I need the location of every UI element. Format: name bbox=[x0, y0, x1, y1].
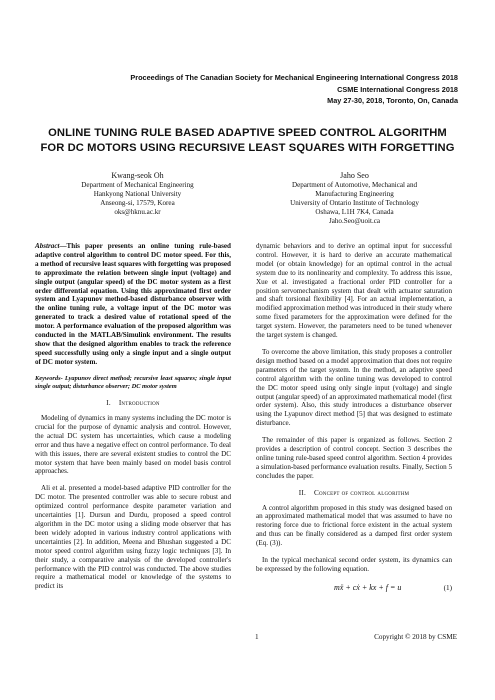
equation-1 bbox=[256, 582, 452, 598]
equation-number: (1) bbox=[443, 583, 452, 592]
page-number: 1 bbox=[255, 633, 259, 641]
left-column bbox=[35, 242, 231, 599]
paragraph: The remainder of this paper is organized as follows. Section 2 provides a description of control concept. Section 3 describes the online tuning rule-based speed control algorithm. Section 4 provides a simulation-based performance evaluation results. Finally, Section 5 concludes the paper. bbox=[256, 436, 452, 480]
author-name: Kwang-seok Oh bbox=[111, 171, 164, 180]
title-line-2: FOR DC MOTORS USING RECURSIVE LEAST SQUARES WITH FORGETTING bbox=[40, 141, 455, 154]
author-email: oks@hknu.ac.kr bbox=[114, 207, 161, 216]
author-address: Oshawa, L1H 7K4, Canada bbox=[315, 207, 394, 216]
section-heading-concept bbox=[256, 489, 452, 498]
paragraph: A control algorithm proposed in this study was designed based on an approximated mathematical model that was assumed to have no restoring force due to frictional force existent in the actual system and thus can be finally considered as a damped first order system (Eq. (3)). bbox=[256, 503, 452, 548]
abstract-text: —This paper presents an online tuning rule-based adaptive control algorithm to control DC motor speed. For this, a method of recursive least squares with forgetting was proposed to approximate the relation between single input (voltage) and single output (angular speed) of the DC motor system as a first order differential equation. Using this approximated first order system and Lyapunov method-based disturbance observer with the online tuning rule, a voltage input of the DC motor was generated to track a desired value of rotational speed of the motor. A performance evaluation of the proposed algorithm was conducted in the MATLAB/Simulink environment. The results show that the designed algorithm enables to track the reference speed successfully using only a single input and a single output of DC motor system. bbox=[35, 242, 231, 366]
author-block-1 bbox=[50, 170, 225, 217]
copyright-notice: Copyright © 2018 by CSME bbox=[374, 633, 457, 641]
author-affiliation: Department of Automotive, Mechanical and bbox=[291, 181, 418, 189]
abstract-lead: Abstract bbox=[35, 242, 60, 250]
author-affiliation: Hankyong National University bbox=[93, 189, 182, 198]
paragraph: To overcome the above limitation, this study proposes a controller design method based on a model approximation that does not require parameters of the target system. In the method, an adaptive speed control algorithm with the online tuning was developed to control the DC motor speed using only single input (voltage) and single output (angular speed) of an approximated mathematical model (first order system). Also, this study introduces a disturbance observer using the Lyapunov direct method [5] that was designed to estimate disturbance. bbox=[256, 347, 452, 428]
author-address: Anseong-si, 17579, Korea bbox=[100, 198, 175, 207]
author-affiliation: University of Ontario Institute of Technology bbox=[290, 198, 419, 207]
keywords: Keywords- Lyapunov direct method; recursive least squares; single input single output; disturbance observer; DC motor system bbox=[35, 374, 231, 390]
title-line-1: ONLINE TUNING RULE BASED ADAPTIVE SPEED CONTROL ALGORITHM bbox=[48, 127, 447, 139]
proceedings-line-2: CSME International Congress 2018 bbox=[337, 84, 458, 94]
proceedings-line-3: May 27-30, 2018, Toronto, On, Canada bbox=[327, 96, 458, 105]
paragraph: Modeling of dynamics in many systems including the DC motor is crucial for the purpose of dynamic analysis and control. However, the actual DC system has uncertainties, which cause a modeling error and thus have a negative effect on control performance. To deal with this issues, there are several existent studies to control the DC motor system that have been mainly based on model basis control approaches. bbox=[35, 414, 231, 476]
section-number: II. bbox=[298, 488, 306, 497]
author-name: Jaho Seo bbox=[340, 171, 369, 180]
paragraph: In the typical mechanical second order system, its dynamics can be expressed by the following equation. bbox=[256, 556, 452, 573]
author-email: Jaho.Seo@uoit.ca bbox=[328, 216, 381, 225]
section-heading-introduction bbox=[35, 399, 231, 408]
equation-expression: mẍ + cẋ + kx + f = u bbox=[334, 582, 402, 592]
paper-title bbox=[30, 126, 465, 155]
section-number: I. bbox=[106, 399, 111, 408]
paragraph: Ali et al. presented a model-based adaptive PID controller for the DC motor. The presented controller was able to secure robust and optimized control performance despite parameter variation and uncertainties [1]. Dursun and Durdu, proposed a speed control algorithm in the DC motor using a sliding mode observer that has been widely adopted in various industry control applications with uncertainties [2]. In addition, Meena and Bhushan suggested a DC motor speed control algorithm using fuzzy logic techniques [3]. In their study, a comparative analysis of the developed controller's performance with the PID control was conducted. The above studies require a mathematical model or knowledge of the systems to predict its bbox=[35, 484, 231, 591]
author-block-2 bbox=[262, 170, 447, 226]
section-title: Introduction bbox=[118, 399, 160, 408]
paragraph: dynamic behaviors and to derive an optimal input for successful control. However, it is hard to derive an accurate mathematical model (or obtain knowledge) for an optimal control in the actual system due to its nonlinearity and complexity. To address this issue, Xue et al. investigated a fractional order PID controller for a position servomechanism system that dealt with actuator saturation and shaft torsional flexibility [4]. For an actual implementation, a modified approximation method was introduced in their study where some fixed parameters for the approximation were defined for the target system. However, the parameters need to be tuned whenever the target system is changed. bbox=[256, 242, 452, 340]
section-title: Concept of control algorithm bbox=[313, 488, 410, 497]
right-column bbox=[256, 242, 452, 598]
author-affiliation: Manufacturing Engineering bbox=[315, 189, 394, 198]
abstract bbox=[35, 242, 231, 367]
proceedings-header bbox=[38, 72, 458, 107]
proceedings-line-1: Proceedings of The Canadian Society for Mechanical Engineering International Congress 2018 bbox=[130, 73, 458, 82]
author-affiliation: Department of Mechanical Engineering bbox=[81, 181, 194, 189]
